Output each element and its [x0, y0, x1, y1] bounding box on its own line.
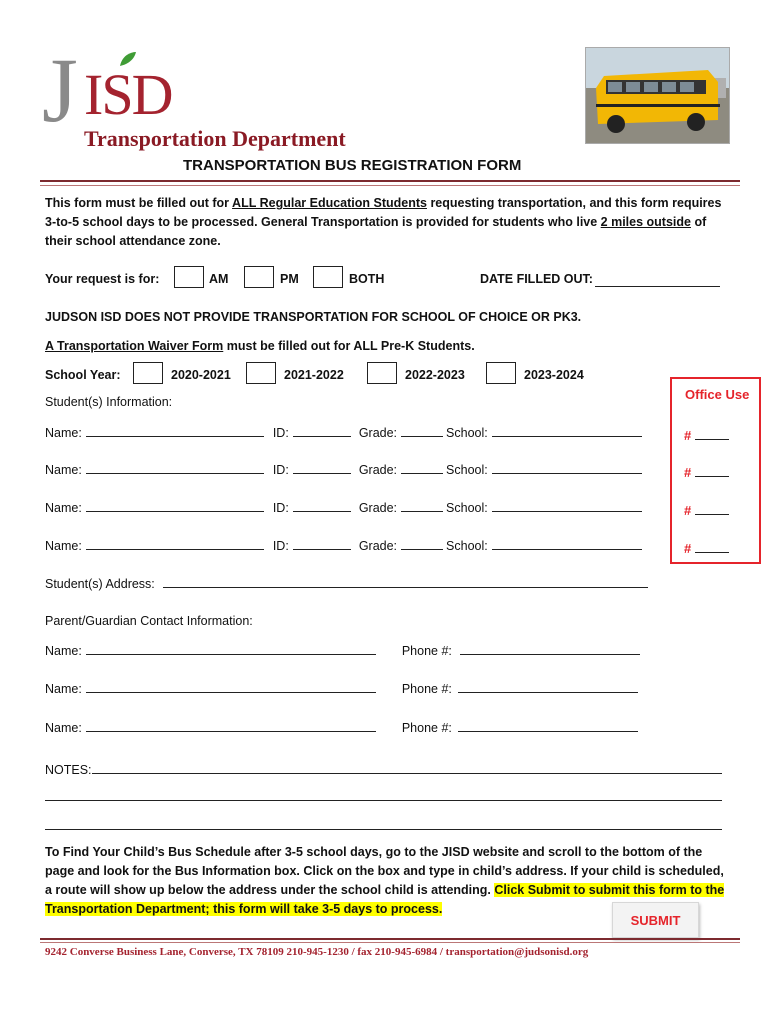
student-id-field[interactable] [293, 460, 351, 474]
notice-no-transport: JUDSON ISD DOES NOT PROVIDE TRANSPORTATION FOR SCHOOL OF CHOICE OR PK3. [45, 310, 582, 324]
footer-divider-thin [40, 942, 740, 943]
student-grade-label: Grade: [358, 501, 398, 515]
pm-checkbox[interactable] [244, 266, 274, 288]
waiver-line [45, 337, 475, 356]
student-grade-label: Grade: [358, 426, 398, 440]
office-number-3[interactable]: # [684, 501, 729, 518]
student-name-field[interactable] [86, 536, 264, 550]
intro-text-3: of their school attendance zone. [45, 215, 707, 248]
student-id-label: ID: [272, 426, 289, 440]
student-name-label: Name: [45, 501, 82, 515]
parent-name-field[interactable] [86, 679, 376, 693]
intro-all-regular: ALL Regular Education Students [232, 196, 427, 210]
student-row-2 [45, 460, 642, 477]
student-id-label: ID: [272, 463, 289, 477]
parent-name-field[interactable] [86, 641, 376, 655]
student-school-label: School: [446, 501, 488, 515]
year-2021-2022-checkbox[interactable] [246, 362, 276, 384]
instructions-highlight: Click Submit to submit this form to the Transportation Department; this form will take 3-5 days to process. [45, 883, 725, 916]
intro-text-2: requesting transportation, and this form requires 3-to-5 school days to be processed. General Transportation is provided for students who live [45, 196, 722, 229]
student-school-field[interactable] [492, 536, 642, 550]
form-title: TRANSPORTATION BUS REGISTRATION FORM [183, 157, 522, 174]
parent-name-label: Name: [45, 644, 82, 658]
waiver-form-link[interactable]: A Transportation Waiver Form [45, 339, 224, 353]
instructions-text: To Find Your Child’s Bus Schedule after 3-5 school days, go to the JISD website and scroll to the bottom of the page and look for the Bus Information box. Click on the box and type in child’s address. If your child is scheduled, a route will show up below the address under the school child is attending. [45, 845, 724, 897]
student-school-label: School: [446, 463, 488, 477]
year-2023-2024-checkbox[interactable] [486, 362, 516, 384]
am-checkbox[interactable] [174, 266, 204, 288]
student-row-4 [45, 536, 642, 553]
parent-name-label: Name: [45, 682, 82, 696]
parent-phone-field[interactable] [458, 718, 638, 732]
intro-2-miles: 2 miles outside [600, 215, 691, 229]
student-name-label: Name: [45, 426, 82, 440]
student-school-label: School: [446, 426, 488, 440]
office-use-box [670, 377, 761, 564]
intro-paragraph [45, 194, 725, 251]
notes-field-line-1[interactable] [92, 760, 722, 774]
waiver-text: must be filled out for ALL Pre-K Students. [223, 339, 475, 353]
year-2023-2024-label: 2023-2024 [524, 368, 584, 382]
year-2022-2023-label: 2022-2023 [405, 368, 465, 382]
logo-letters-isd: ISD [84, 62, 172, 127]
student-id-label: ID: [272, 501, 289, 515]
student-id-field[interactable] [293, 423, 351, 437]
parents-heading: Parent/Guardian Contact Information: [45, 614, 253, 628]
student-school-field[interactable] [492, 423, 642, 437]
parent-row-2 [45, 679, 638, 696]
date-filled-label: DATE FILLED OUT: [480, 272, 593, 286]
year-2020-2021-checkbox[interactable] [133, 362, 163, 384]
notes-field-line-2[interactable] [45, 800, 722, 801]
year-2022-2023-checkbox[interactable] [367, 362, 397, 384]
logo-letter-j: J [42, 39, 78, 141]
student-name-field[interactable] [86, 498, 264, 512]
student-school-field[interactable] [492, 498, 642, 512]
parent-phone-field[interactable] [458, 679, 638, 693]
year-2020-2021-label: 2020-2021 [171, 368, 231, 382]
parent-phone-label: Phone #: [401, 644, 452, 658]
title-divider-thin [40, 185, 740, 186]
notes-field-line-3[interactable] [45, 829, 722, 830]
footer-contact: 9242 Converse Business Lane, Converse, TX 78109 210-945-1230 / fax 210-945-6984 / transportation@judsonisd.org [45, 946, 589, 958]
address-field[interactable] [163, 574, 648, 588]
student-school-field[interactable] [492, 460, 642, 474]
am-label: AM [209, 272, 229, 286]
student-name-field[interactable] [86, 423, 264, 437]
notes-label: NOTES: [45, 763, 92, 777]
parent-row-3 [45, 718, 638, 735]
submit-button[interactable]: SUBMIT [612, 902, 699, 938]
student-row-3 [45, 498, 642, 515]
student-grade-field[interactable] [401, 423, 443, 437]
request-label: Your request is for: [45, 272, 160, 286]
student-name-label: Name: [45, 463, 82, 477]
student-id-label: ID: [272, 539, 289, 553]
parent-name-field[interactable] [86, 718, 376, 732]
student-name-label: Name: [45, 539, 82, 553]
school-bus-photo [585, 47, 730, 144]
students-heading: Student(s) Information: [45, 395, 173, 409]
student-name-field[interactable] [86, 460, 264, 474]
both-checkbox[interactable] [313, 266, 343, 288]
student-grade-field[interactable] [401, 460, 443, 474]
parent-name-label: Name: [45, 721, 82, 735]
office-number-2[interactable]: # [684, 463, 729, 480]
apple-leaf-icon [118, 50, 138, 68]
parent-phone-field[interactable] [460, 641, 640, 655]
student-grade-field[interactable] [401, 498, 443, 512]
title-divider [40, 180, 740, 182]
notes-row [45, 760, 722, 777]
student-id-field[interactable] [293, 536, 351, 550]
student-grade-field[interactable] [401, 536, 443, 550]
both-label: BOTH [349, 272, 385, 286]
logo-department-name: Transportation Department [84, 126, 346, 151]
student-grade-label: Grade: [358, 463, 398, 477]
address-label: Student(s) Address: [45, 577, 155, 591]
date-filled-field[interactable] [595, 273, 720, 287]
jisd-logo [42, 39, 362, 154]
student-grade-label: Grade: [358, 539, 398, 553]
address-row [45, 574, 648, 591]
parent-phone-label: Phone #: [401, 721, 452, 735]
school-year-label: School Year: [45, 368, 121, 382]
parent-phone-label: Phone #: [401, 682, 452, 696]
office-number-1[interactable]: # [684, 426, 729, 443]
year-2021-2022-label: 2021-2022 [284, 368, 344, 382]
student-school-label: School: [446, 539, 488, 553]
parent-row-1 [45, 641, 640, 658]
office-use-label: Office Use [685, 387, 750, 402]
footer-divider [40, 938, 740, 940]
student-row-1 [45, 423, 642, 440]
student-id-field[interactable] [293, 498, 351, 512]
office-number-4[interactable]: # [684, 539, 729, 556]
intro-text-1: This form must be filled out for [45, 196, 233, 210]
pm-label: PM [280, 272, 299, 286]
